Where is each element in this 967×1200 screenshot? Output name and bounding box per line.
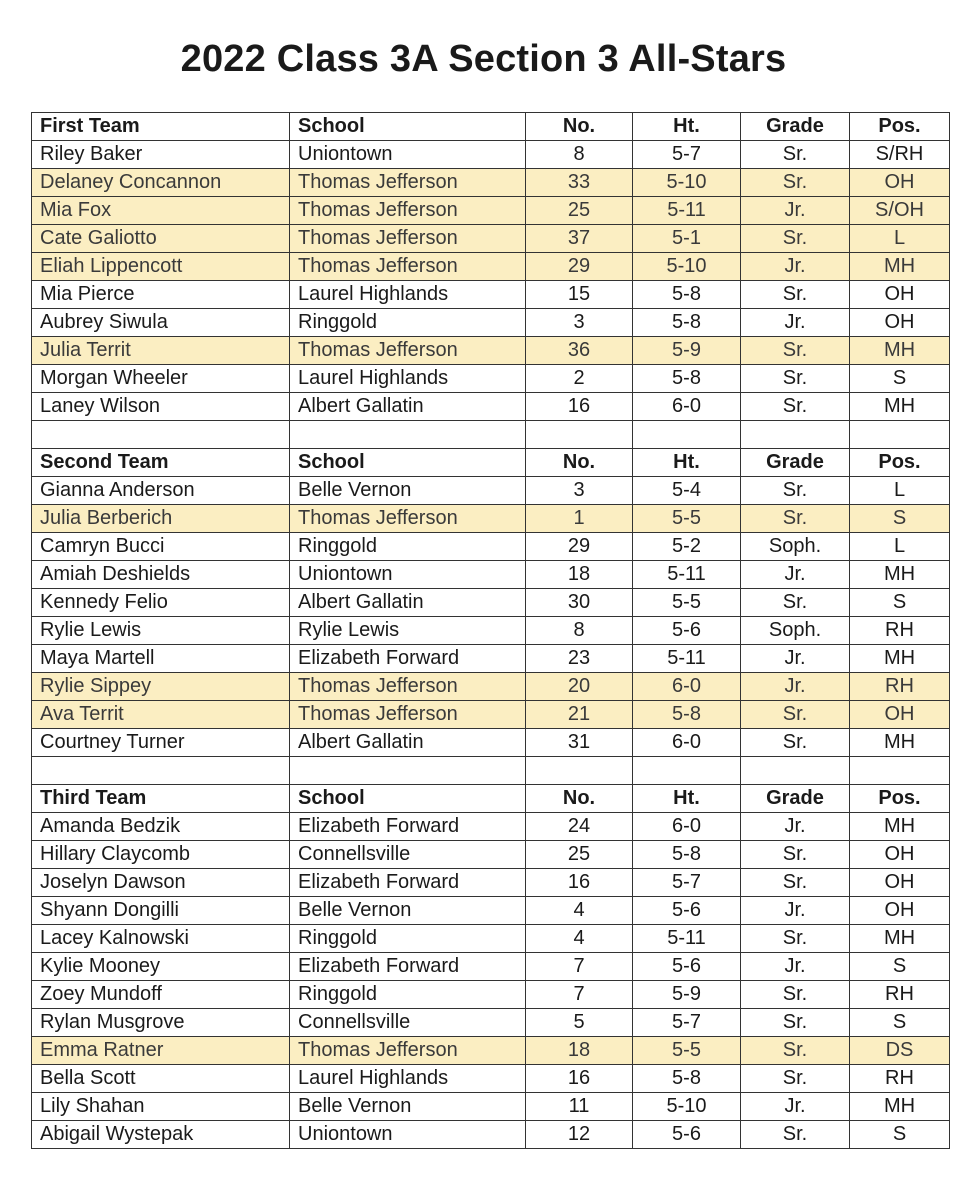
school-cell: Connellsville (290, 1009, 526, 1037)
position-cell: L (850, 225, 950, 253)
position-cell: MH (850, 1093, 950, 1121)
number-cell: 30 (526, 589, 633, 617)
empty-cell (32, 421, 290, 449)
position-cell: OH (850, 701, 950, 729)
highlighted-player-row (32, 701, 950, 729)
player-row (32, 365, 950, 393)
grade-cell: Sr. (741, 141, 850, 169)
grade-cell: Sr. (741, 337, 850, 365)
highlighted-player-row (32, 169, 950, 197)
height-cell: 6-0 (633, 673, 741, 701)
position-cell: MH (850, 337, 950, 365)
number-cell: 3 (526, 309, 633, 337)
position-cell: MH (850, 393, 950, 421)
player-row (32, 309, 950, 337)
number-cell: 31 (526, 729, 633, 757)
player-name: Amanda Bedzik (32, 813, 290, 841)
grade-header: Grade (741, 449, 850, 477)
player-row (32, 841, 950, 869)
school-cell: Ringgold (290, 925, 526, 953)
grade-cell: Sr. (741, 365, 850, 393)
player-name: Lacey Kalnowski (32, 925, 290, 953)
grade-cell: Sr. (741, 1009, 850, 1037)
number-cell: 7 (526, 981, 633, 1009)
grade-header: Grade (741, 113, 850, 141)
school-cell: Thomas Jefferson (290, 1037, 526, 1065)
school-cell: Albert Gallatin (290, 393, 526, 421)
player-name: Rylie Sippey (32, 673, 290, 701)
player-name: Kylie Mooney (32, 953, 290, 981)
school-cell: Elizabeth Forward (290, 813, 526, 841)
height-cell: 5-6 (633, 617, 741, 645)
height-cell: 5-8 (633, 309, 741, 337)
number-cell: 21 (526, 701, 633, 729)
player-row (32, 533, 950, 561)
school-cell: Belle Vernon (290, 477, 526, 505)
grade-cell: Jr. (741, 897, 850, 925)
number-cell: 29 (526, 533, 633, 561)
player-name: Eliah Lippencott (32, 253, 290, 281)
number-cell: 12 (526, 1121, 633, 1149)
height-cell: 5-11 (633, 561, 741, 589)
height-cell: 5-6 (633, 1121, 741, 1149)
empty-cell (290, 757, 526, 785)
position-header: Pos. (850, 785, 950, 813)
school-cell: Ringgold (290, 309, 526, 337)
highlighted-player-row (32, 505, 950, 533)
player-name: Julia Territ (32, 337, 290, 365)
height-cell: 5-7 (633, 1009, 741, 1037)
page-title: 2022 Class 3A Section 3 All-Stars (180, 38, 787, 80)
number-cell: 11 (526, 1093, 633, 1121)
player-row (32, 953, 950, 981)
height-cell: 5-8 (633, 365, 741, 393)
player-name: Abigail Wystepak (32, 1121, 290, 1149)
player-name: Bella Scott (32, 1065, 290, 1093)
height-cell: 5-5 (633, 505, 741, 533)
grade-cell: Sr. (741, 701, 850, 729)
height-cell: 5-5 (633, 589, 741, 617)
player-row (32, 281, 950, 309)
school-cell: Rylie Lewis (290, 617, 526, 645)
player-name: Gianna Anderson (32, 477, 290, 505)
number-cell: 4 (526, 925, 633, 953)
number-cell: 3 (526, 477, 633, 505)
height-cell: 5-8 (633, 701, 741, 729)
position-cell: L (850, 533, 950, 561)
height-cell: 5-2 (633, 533, 741, 561)
team-header-row (32, 785, 950, 813)
player-name: Morgan Wheeler (32, 365, 290, 393)
grade-cell: Jr. (741, 561, 850, 589)
number-cell: 2 (526, 365, 633, 393)
grade-cell: Sr. (741, 841, 850, 869)
grade-cell: Jr. (741, 673, 850, 701)
height-cell: 5-11 (633, 645, 741, 673)
player-row (32, 393, 950, 421)
school-cell: Ringgold (290, 981, 526, 1009)
number-cell: 5 (526, 1009, 633, 1037)
number-cell: 16 (526, 1065, 633, 1093)
height-cell: 5-7 (633, 869, 741, 897)
height-cell: 5-5 (633, 1037, 741, 1065)
spacer-row (32, 421, 950, 449)
number-cell: 25 (526, 197, 633, 225)
position-cell: L (850, 477, 950, 505)
grade-cell: Sr. (741, 589, 850, 617)
height-header: Ht. (633, 113, 741, 141)
number-cell: 8 (526, 617, 633, 645)
height-cell: 6-0 (633, 813, 741, 841)
grade-cell: Jr. (741, 1093, 850, 1121)
empty-cell (741, 757, 850, 785)
position-cell: RH (850, 617, 950, 645)
number-header: No. (526, 449, 633, 477)
height-cell: 5-10 (633, 253, 741, 281)
number-header: No. (526, 113, 633, 141)
player-row (32, 925, 950, 953)
player-name: Julia Berberich (32, 505, 290, 533)
player-name: Courtney Turner (32, 729, 290, 757)
player-row (32, 729, 950, 757)
player-row (32, 1093, 950, 1121)
player-row (32, 1121, 950, 1149)
school-cell: Elizabeth Forward (290, 645, 526, 673)
highlighted-player-row (32, 225, 950, 253)
school-cell: Uniontown (290, 561, 526, 589)
grade-cell: Jr. (741, 197, 850, 225)
grade-cell: Sr. (741, 1065, 850, 1093)
height-cell: 5-8 (633, 1065, 741, 1093)
grade-cell: Sr. (741, 981, 850, 1009)
number-cell: 4 (526, 897, 633, 925)
grade-cell: Soph. (741, 617, 850, 645)
player-row (32, 897, 950, 925)
player-name: Kennedy Felio (32, 589, 290, 617)
player-row (32, 589, 950, 617)
school-cell: Elizabeth Forward (290, 869, 526, 897)
team-header-row (32, 113, 950, 141)
player-row (32, 477, 950, 505)
all-stars-table (31, 112, 950, 1149)
player-name: Ava Territ (32, 701, 290, 729)
player-name: Emma Ratner (32, 1037, 290, 1065)
position-cell: OH (850, 281, 950, 309)
height-cell: 6-0 (633, 393, 741, 421)
height-header: Ht. (633, 449, 741, 477)
empty-cell (850, 421, 950, 449)
team-name-header: First Team (32, 113, 290, 141)
position-cell: MH (850, 729, 950, 757)
school-cell: Thomas Jefferson (290, 169, 526, 197)
school-cell: Belle Vernon (290, 897, 526, 925)
player-name: Mia Fox (32, 197, 290, 225)
height-cell: 5-10 (633, 1093, 741, 1121)
player-name: Maya Martell (32, 645, 290, 673)
player-row (32, 561, 950, 589)
height-cell: 5-8 (633, 281, 741, 309)
height-cell: 5-10 (633, 169, 741, 197)
position-cell: S (850, 365, 950, 393)
grade-cell: Jr. (741, 253, 850, 281)
school-header: School (290, 113, 526, 141)
school-cell: Thomas Jefferson (290, 673, 526, 701)
grade-cell: Sr. (741, 869, 850, 897)
height-cell: 5-8 (633, 841, 741, 869)
number-cell: 36 (526, 337, 633, 365)
number-cell: 20 (526, 673, 633, 701)
number-cell: 33 (526, 169, 633, 197)
player-name: Joselyn Dawson (32, 869, 290, 897)
number-cell: 16 (526, 869, 633, 897)
player-row (32, 141, 950, 169)
player-row (32, 869, 950, 897)
position-cell: RH (850, 673, 950, 701)
position-cell: S (850, 589, 950, 617)
school-cell: Albert Gallatin (290, 589, 526, 617)
position-cell: MH (850, 253, 950, 281)
school-header: School (290, 785, 526, 813)
school-cell: Connellsville (290, 841, 526, 869)
school-cell: Thomas Jefferson (290, 505, 526, 533)
player-name: Mia Pierce (32, 281, 290, 309)
highlighted-player-row (32, 253, 950, 281)
empty-cell (741, 421, 850, 449)
highlighted-player-row (32, 673, 950, 701)
school-header: School (290, 449, 526, 477)
empty-cell (290, 421, 526, 449)
height-cell: 5-4 (633, 477, 741, 505)
player-name: Rylan Musgrove (32, 1009, 290, 1037)
number-header: No. (526, 785, 633, 813)
position-cell: OH (850, 869, 950, 897)
height-cell: 5-7 (633, 141, 741, 169)
number-cell: 18 (526, 1037, 633, 1065)
player-name: Camryn Bucci (32, 533, 290, 561)
number-cell: 8 (526, 141, 633, 169)
highlighted-player-row (32, 197, 950, 225)
player-name: Laney Wilson (32, 393, 290, 421)
grade-cell: Sr. (741, 281, 850, 309)
position-header: Pos. (850, 449, 950, 477)
player-name: Aubrey Siwula (32, 309, 290, 337)
position-header: Pos. (850, 113, 950, 141)
height-cell: 5-11 (633, 197, 741, 225)
position-cell: S (850, 1009, 950, 1037)
grade-cell: Sr. (741, 1121, 850, 1149)
school-cell: Laurel Highlands (290, 281, 526, 309)
number-cell: 16 (526, 393, 633, 421)
player-name: Amiah Deshields (32, 561, 290, 589)
team-name-header: Third Team (32, 785, 290, 813)
grade-cell: Jr. (741, 309, 850, 337)
height-header: Ht. (633, 785, 741, 813)
school-cell: Ringgold (290, 533, 526, 561)
height-cell: 5-6 (633, 953, 741, 981)
position-cell: DS (850, 1037, 950, 1065)
school-cell: Uniontown (290, 141, 526, 169)
highlighted-player-row (32, 337, 950, 365)
player-name: Cate Galiotto (32, 225, 290, 253)
height-cell: 6-0 (633, 729, 741, 757)
position-cell: S (850, 505, 950, 533)
grade-cell: Jr. (741, 645, 850, 673)
position-cell: MH (850, 925, 950, 953)
school-cell: Laurel Highlands (290, 1065, 526, 1093)
school-cell: Thomas Jefferson (290, 225, 526, 253)
position-cell: S/RH (850, 141, 950, 169)
player-name: Hillary Claycomb (32, 841, 290, 869)
grade-cell: Jr. (741, 953, 850, 981)
position-cell: OH (850, 169, 950, 197)
number-cell: 37 (526, 225, 633, 253)
school-cell: Laurel Highlands (290, 365, 526, 393)
position-cell: MH (850, 645, 950, 673)
school-cell: Elizabeth Forward (290, 953, 526, 981)
empty-cell (526, 421, 633, 449)
position-cell: RH (850, 1065, 950, 1093)
empty-cell (526, 757, 633, 785)
position-cell: RH (850, 981, 950, 1009)
highlighted-player-row (32, 1037, 950, 1065)
number-cell: 1 (526, 505, 633, 533)
school-cell: Thomas Jefferson (290, 253, 526, 281)
empty-cell (633, 757, 741, 785)
grade-cell: Sr. (741, 477, 850, 505)
grade-cell: Sr. (741, 729, 850, 757)
number-cell: 25 (526, 841, 633, 869)
grade-cell: Sr. (741, 393, 850, 421)
empty-cell (633, 421, 741, 449)
number-cell: 7 (526, 953, 633, 981)
number-cell: 23 (526, 645, 633, 673)
school-cell: Belle Vernon (290, 1093, 526, 1121)
position-cell: S (850, 953, 950, 981)
school-cell: Thomas Jefferson (290, 197, 526, 225)
player-row (32, 813, 950, 841)
grade-cell: Soph. (741, 533, 850, 561)
height-cell: 5-6 (633, 897, 741, 925)
number-cell: 24 (526, 813, 633, 841)
player-name: Shyann Dongilli (32, 897, 290, 925)
grade-header: Grade (741, 785, 850, 813)
empty-cell (850, 757, 950, 785)
player-name: Lily Shahan (32, 1093, 290, 1121)
roster-body (32, 113, 950, 1149)
number-cell: 15 (526, 281, 633, 309)
player-row (32, 617, 950, 645)
empty-cell (32, 757, 290, 785)
grade-cell: Sr. (741, 925, 850, 953)
school-cell: Uniontown (290, 1121, 526, 1149)
player-row (32, 1009, 950, 1037)
player-name: Zoey Mundoff (32, 981, 290, 1009)
grade-cell: Sr. (741, 505, 850, 533)
grade-cell: Sr. (741, 1037, 850, 1065)
position-cell: MH (850, 561, 950, 589)
school-cell: Thomas Jefferson (290, 337, 526, 365)
position-cell: MH (850, 813, 950, 841)
position-cell: S (850, 1121, 950, 1149)
spacer-row (32, 757, 950, 785)
position-cell: OH (850, 897, 950, 925)
height-cell: 5-9 (633, 981, 741, 1009)
height-cell: 5-11 (633, 925, 741, 953)
height-cell: 5-9 (633, 337, 741, 365)
player-name: Delaney Concannon (32, 169, 290, 197)
team-name-header: Second Team (32, 449, 290, 477)
position-cell: OH (850, 309, 950, 337)
team-header-row (32, 449, 950, 477)
player-row (32, 981, 950, 1009)
player-name: Rylie Lewis (32, 617, 290, 645)
grade-cell: Sr. (741, 169, 850, 197)
grade-cell: Sr. (741, 225, 850, 253)
number-cell: 18 (526, 561, 633, 589)
number-cell: 29 (526, 253, 633, 281)
position-cell: S/OH (850, 197, 950, 225)
grade-cell: Jr. (741, 813, 850, 841)
school-cell: Albert Gallatin (290, 729, 526, 757)
height-cell: 5-1 (633, 225, 741, 253)
school-cell: Thomas Jefferson (290, 701, 526, 729)
player-name: Riley Baker (32, 141, 290, 169)
player-row (32, 1065, 950, 1093)
player-row (32, 645, 950, 673)
position-cell: OH (850, 841, 950, 869)
